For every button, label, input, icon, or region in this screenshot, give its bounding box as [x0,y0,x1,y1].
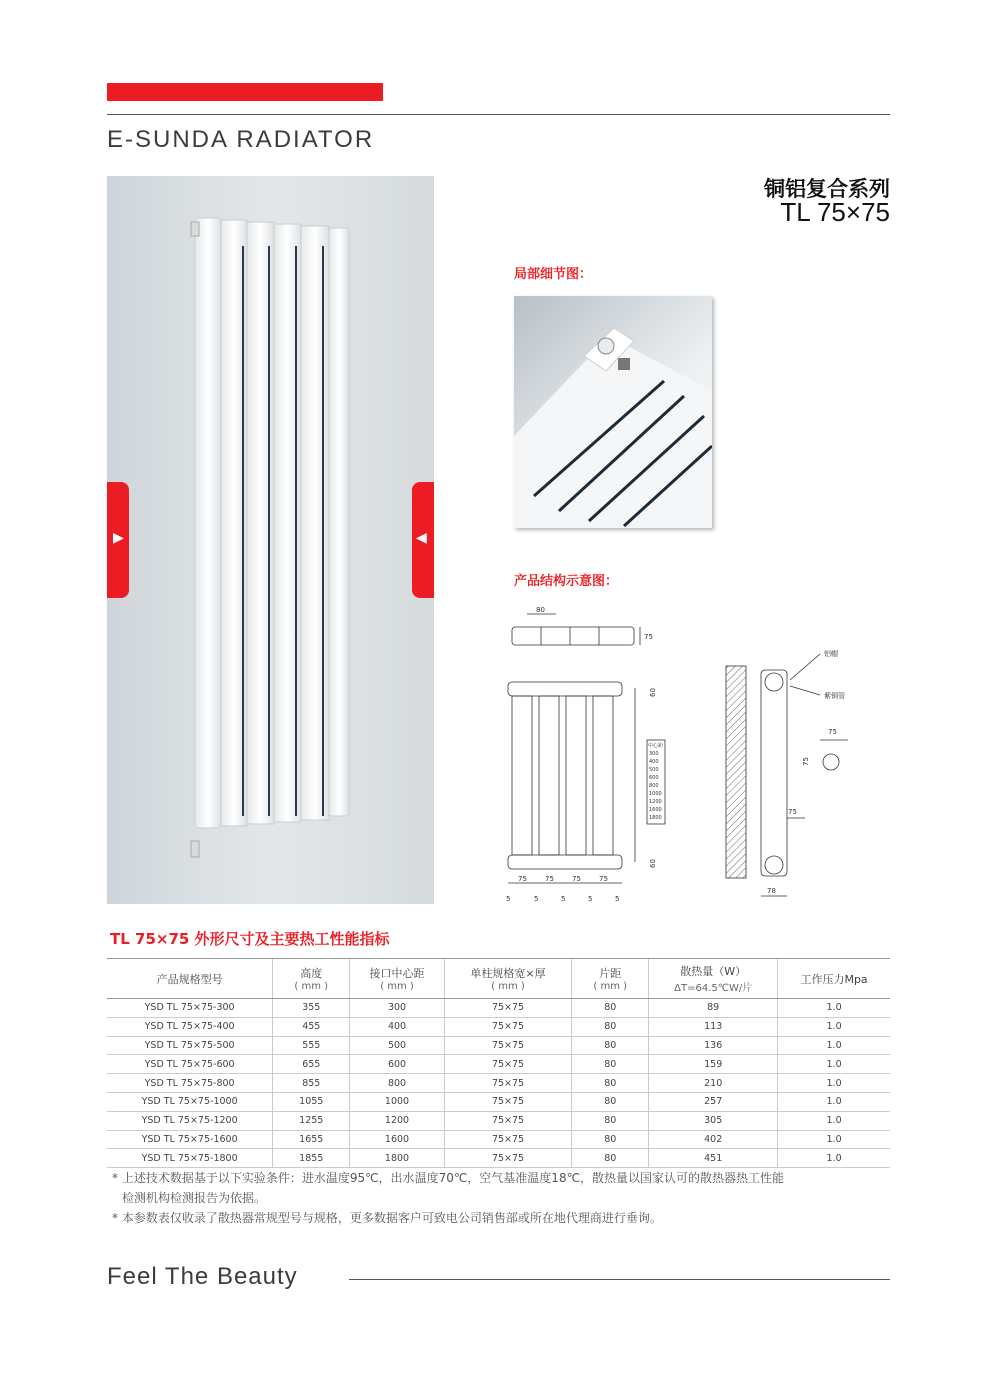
table-cell: 400 [350,1017,444,1036]
header-label: 单柱规格宽×厚 [470,967,546,980]
table-cell: YSD TL 75×75-400 [107,1017,273,1036]
callout-cap: 铝帽 [824,650,838,658]
table-cell: 300 [350,999,444,1018]
table-header-cell [649,959,778,999]
table-cell: 1.0 [778,1111,890,1130]
table-row [107,1017,890,1036]
table-cell: 1800 [350,1149,444,1168]
table-cell: YSD TL 75×75-800 [107,1074,273,1093]
table-cell: 89 [649,999,778,1018]
side-view [726,649,848,896]
table-header-row [107,959,890,999]
dim-pitch: 80 [536,606,545,614]
dim-col-2: 75 [545,875,554,883]
arrow-right-icon: ▶ [113,530,124,546]
spec-table [107,958,890,1168]
table-header-cell [444,959,572,999]
table-row [107,1036,890,1055]
table-cell: 1.0 [778,1130,890,1149]
table-header-cell [350,959,444,999]
dim-gap-5: 5 [615,895,620,903]
table-cell: 1655 [273,1130,350,1149]
table-cell: 80 [572,1092,649,1111]
top-divider [107,114,890,115]
dim-depth: 75 [644,633,653,641]
table-cell: 1055 [273,1092,350,1111]
top-view [512,606,653,645]
table-cell: 1.0 [778,1074,890,1093]
table-cell: 75×75 [444,999,572,1018]
dim-bottom: 60 [649,859,657,868]
table-cell: YSD TL 75×75-1200 [107,1111,273,1130]
table-cell: 1255 [273,1111,350,1130]
table-cell: 80 [572,1111,649,1130]
table-cell: 80 [572,999,649,1018]
center-distance-value: 600 [649,775,659,781]
table-cell: 80 [572,1149,649,1168]
table-cell: 80 [572,1130,649,1149]
dim-gap-3: 5 [561,895,566,903]
table-cell: 113 [649,1017,778,1036]
center-distance-value: 500 [649,767,659,773]
dim-side-depth-left: 75 [802,757,810,766]
table-row [107,1111,890,1130]
table-row [107,999,890,1018]
callout-pipe: 紫铜管 [824,692,845,700]
table-cell: 402 [649,1130,778,1149]
dim-col-1: 75 [518,875,527,883]
center-distance-value: 1600 [649,807,662,813]
detail-illustration [514,296,712,528]
table-cell: 655 [273,1055,350,1074]
table-header-cell [572,959,649,999]
table-cell: 1000 [350,1092,444,1111]
table-cell: 355 [273,999,350,1018]
radiator-illustration [107,176,434,904]
header-unit: ΔT=64.5℃W/片 [674,983,753,994]
table-cell: 257 [649,1092,778,1111]
table-cell: YSD TL 75×75-1000 [107,1092,273,1111]
dim-top: 60 [649,688,657,697]
center-distance-value: 1200 [649,799,662,805]
detail-label: 局部细节图： [514,267,593,282]
table-row [107,1055,890,1074]
table-cell: YSD TL 75×75-600 [107,1055,273,1074]
center-distance-value: 300 [649,751,659,757]
dim-gap-4: 5 [588,895,593,903]
table-cell: 75×75 [444,1055,572,1074]
table-cell: YSD TL 75×75-300 [107,999,273,1018]
dim-gap-1: 5 [506,895,511,903]
table-row [107,1092,890,1111]
series-title: 铜铝复合系列 [764,177,890,201]
table-cell: 800 [350,1074,444,1093]
next-tab[interactable] [412,482,434,598]
note-line: * 上述技术数据基于以下实验条件：进水温度95℃，出水温度70℃，空气基准温度18℃，散热量以国家认可的散热器热工性能 [112,1171,785,1185]
dim-side-depth: 75 [788,808,797,816]
dim-side-depth-top: 75 [828,728,837,736]
table-cell: 305 [649,1111,778,1130]
table-cell: YSD TL 75×75-1800 [107,1149,273,1168]
table-cell: 1.0 [778,1149,890,1168]
table-cell: 80 [572,1036,649,1055]
header-label: 散热量（W） [680,965,747,978]
center-distance-value: 800 [649,783,659,789]
table-cell: 75×75 [444,1111,572,1130]
table-cell: 80 [572,1017,649,1036]
table-cell: 80 [572,1055,649,1074]
header-label: 工作压力Mpa [800,972,868,986]
center-distance-value: 1800 [649,815,662,821]
table-cell: 80 [572,1074,649,1093]
table-cell: 855 [273,1074,350,1093]
table-row [107,1074,890,1093]
center-distance-value: 400 [649,759,659,765]
table-cell: 75×75 [444,1092,572,1111]
header-unit: ( mm ) [294,981,329,992]
table-row [107,1149,890,1168]
table-header-cell [273,959,350,999]
table-cell: 500 [350,1036,444,1055]
table-cell: 136 [649,1036,778,1055]
table-cell: 451 [649,1149,778,1168]
table-cell: 210 [649,1074,778,1093]
table-row [107,1130,890,1149]
note-line: * 本参数表仅收录了散热器常规型号与规格，更多数据客户可致电公司销售部或所在地代理商进行垂询。 [112,1211,662,1225]
structure-diagram [490,600,900,910]
center-distance-header: 中心距 [648,743,664,749]
table-cell: 75×75 [444,1017,572,1036]
note-line: 检测机构检测报告为依据。 [122,1191,267,1205]
table-cell: YSD TL 75×75-1600 [107,1130,273,1149]
table-header-cell [778,959,890,999]
front-view [506,682,665,903]
series-model: TL 75×75 [780,197,890,227]
table-cell: 1600 [350,1130,444,1149]
table-cell: 555 [273,1036,350,1055]
dim-col-4: 75 [599,875,608,883]
table-cell: 600 [350,1055,444,1074]
table-cell: 1.0 [778,1017,890,1036]
header-label: 产品规格型号 [156,972,223,986]
dim-col-3: 75 [572,875,581,883]
arrow-left-icon: ◀ [416,530,427,546]
header-label: 接口中心距 [369,967,425,980]
table-cell: 159 [649,1055,778,1074]
footer-slogan: Feel The Beauty [107,1263,298,1290]
header-label: 片距 [599,967,622,980]
table-cell: 1.0 [778,1055,890,1074]
table-cell: 1.0 [778,1092,890,1111]
table-cell: 1200 [350,1111,444,1130]
notes [112,1168,892,1228]
table-cell: 75×75 [444,1130,572,1149]
detail-photo [514,296,712,528]
header-unit: ( mm ) [593,981,628,992]
table-cell: 1855 [273,1149,350,1168]
dim-gap-2: 5 [534,895,539,903]
table-title: TL 75×75 外形尺寸及主要热工性能指标 [110,930,390,948]
dim-side-width: 78 [767,887,776,895]
table-cell: 75×75 [444,1036,572,1055]
footer-divider [349,1279,890,1280]
table-cell: 1.0 [778,999,890,1018]
product-photo [107,176,434,904]
brand-title: E-SUNDA RADIATOR [107,126,375,153]
header-unit: ( mm ) [380,981,414,992]
table-cell: YSD TL 75×75-500 [107,1036,273,1055]
table-cell: 75×75 [444,1074,572,1093]
prev-tab[interactable] [107,482,129,598]
header-unit: ( mm ) [491,981,525,992]
structure-label: 产品结构示意图： [514,574,619,589]
center-distance-value: 1000 [649,791,662,797]
table-cell: 1.0 [778,1036,890,1055]
table-cell: 455 [273,1017,350,1036]
table-header-cell [107,959,273,999]
table-cell: 75×75 [444,1149,572,1168]
red-accent-bar [107,83,383,101]
header-label: 高度 [300,967,323,980]
